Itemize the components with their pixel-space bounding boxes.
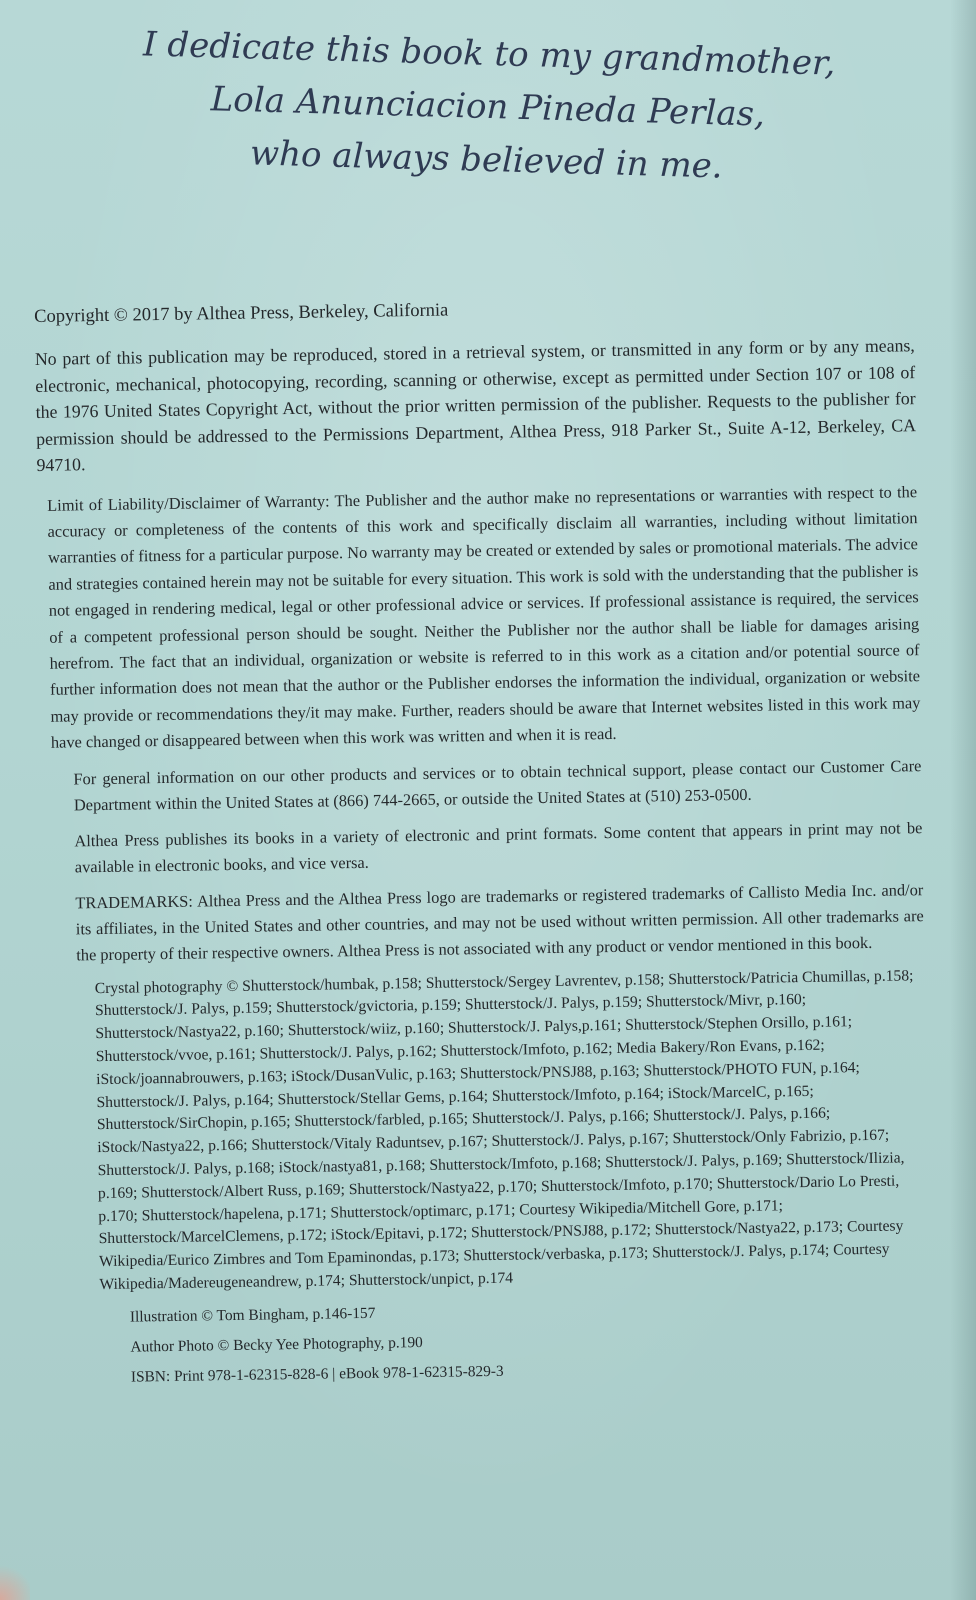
illustration-credit: Illustration © Tom Bingham, p.146-157 [129,1304,376,1326]
dedication-line: who always believed in me. [249,133,724,187]
liability-disclaimer: Limit of Liability/Disclaimer of Warranty: The Publisher and the author make no representations or warranties with respect to the accuracy or completeness of the contents of this work and specifically disclaim all warranties, including without limitation warranties of fitness for a particular purpose. No warranty may be created or extended by sales or promotional materials. The advice and strategies contained herein may not be suitable for every situation. This work is sold with the understanding that the publisher is not engaged in rendering medical, legal or other professional advice or services. If professional assistance is required, the services of a competent professional person should be sought. Neither the Publisher nor the author shall be liable for damages arising herefrom. The fact that an individual, organization or website is referred to in this work as a citation and/or potential source of further information does not mean that the author or the Publisher endorses the information the individual, organization or website may provide or recommendations they/it may make. Further, readers should be aware that Internet websites listed in this work may have changed or disappeared between when this work was written and when it is read. [47,481,921,752]
page-corner [0,1560,30,1600]
trademarks-paragraph: TRADEMARKS: Althea Press and the Althea Press logo are trademarks or registered trademarks of Callisto Media Inc. and/or its affiliates, in the United States and other countries, and may not be used without written permission. All other trademarks are the property of their respective owners. Althea Press is not associated with any product or vendor mentioned in this book. [75,879,924,964]
dedication-line: I dedicate this book to my grandmother, [142,24,836,84]
author-photo-credit: Author Photo © Becky Yee Photography, p.190 [130,1333,423,1356]
dedication [86,17,890,198]
isbn: ISBN: Print 978-1-62315-828-6 | eBook 978-1-62315-829-3 [130,1362,504,1386]
photo-credits: Crystal photography © Shutterstock/humbak, p.158; Shutterstock/Sergey Lavrentev, p.158; Shutterstock/Patricia Chumillas, p.158; Shutterstock/J. Palys, p.159; Shutterstock/gvictoria, p.159; Shutterstock/J. Palys, p.159; Shutterstock/Mivr, p.160; Shutterstock/Nastya22, p.160; Shutterstock/wiiz, p.160; Shutterstock/J. Palys,p.161; Shutterstock/Stephen Orsillo, p.161; Shutterstock/vvoe, p.161; Shutterstock/J. Palys, p.162; Shutterstock/Imfoto, p.162; Media Bakery/Ron Evans, p.162; iStock/joannabrouwers, p.163; iStock/DusanVulic, p.163; Shutterstock/PNSJ88, p.163; Shutterstock/PHOTO FUN, p.164; Shutterstock/J. Palys, p.164; Shutterstock/Stellar Gems, p.164; Shutterstock/Imfoto, p.164; iStock/MarcelC, p.165; Shutterstock/SirChopin, p.165; Shutterstock/farbled, p.165; Shutterstock/J. Palys, p.166; Shutterstock/J. Palys, p.166; iStock/Nastya22, p.166; Shutterstock/Vitaly Raduntsev, p.167; Shutterstock/J. Palys, p.167; Shutterstock/Only Fabrizio, p.167; Shutterstock/J. Palys, p.168; iStock/nastya81, p.168; Shutterstock/Imfoto, p.168; Shutterstock/J. Palys, p.169; Shutterstock/Ilizia, p.169; Shutterstock/Albert Russ, p.169; Shutterstock/Nastya22, p.170; Shutterstock/Imfoto, p.170; Shutterstock/Dario Lo Presti, p.170; Shutterstock/hapelena, p.171; Shutterstock/optimarc, p.171; Courtesy Wikipedia/Mitchell Gore, p.171; Shutterstock/MarcelClemens, p.172; iStock/Epitavi, p.172; Shutterstock/PNSJ88, p.172; Shutterstock/Nastya22, p.173; Courtesy Wikipedia/Eurico Zimbres and Tom Epaminondas, p.173; Shutterstock/verbaska, p.173; Shutterstock/J. Palys, p.174; Courtesy Wikipedia/Madereugeneandrew, p.174; Shutterstock/unpict, p.174 [94,966,914,1294]
copyright-page-text [34,290,931,1397]
formats-paragraph: Althea Press publishes its books in a variety of electronic and print formats. Some content that appears in print may not be available in electronic books, and vice versa. [74,817,923,876]
page-edge-shadow [950,0,976,1600]
dedication-line: Lola Anunciacion Pineda Perlas, [210,79,766,135]
general-info-paragraph: For general information on our other products and services or to obtain technical support, please contact our Customer Care Department within the United States at (866) 744-2665, or outside the United States at (510) 253-0500. [73,755,922,814]
rights-paragraph: No part of this publication may be reproduced, stored in a retrieval system, or transmitted in any form or by any means, electronic, mechanical, photocopying, recording, scanning or otherwise, except as permitted under Section 107 or 108 of the 1976 United States Copyright Act, without the prior written permission of the publisher. Requests to the publisher for permission should be addressed to the Permissions Department, Althea Press, 918 Parker St., Suite A-12, Berkeley, CA 94710. [34,335,917,475]
copyright-line: Copyright © 2017 by Althea Press, Berkeley, California [34,300,449,327]
